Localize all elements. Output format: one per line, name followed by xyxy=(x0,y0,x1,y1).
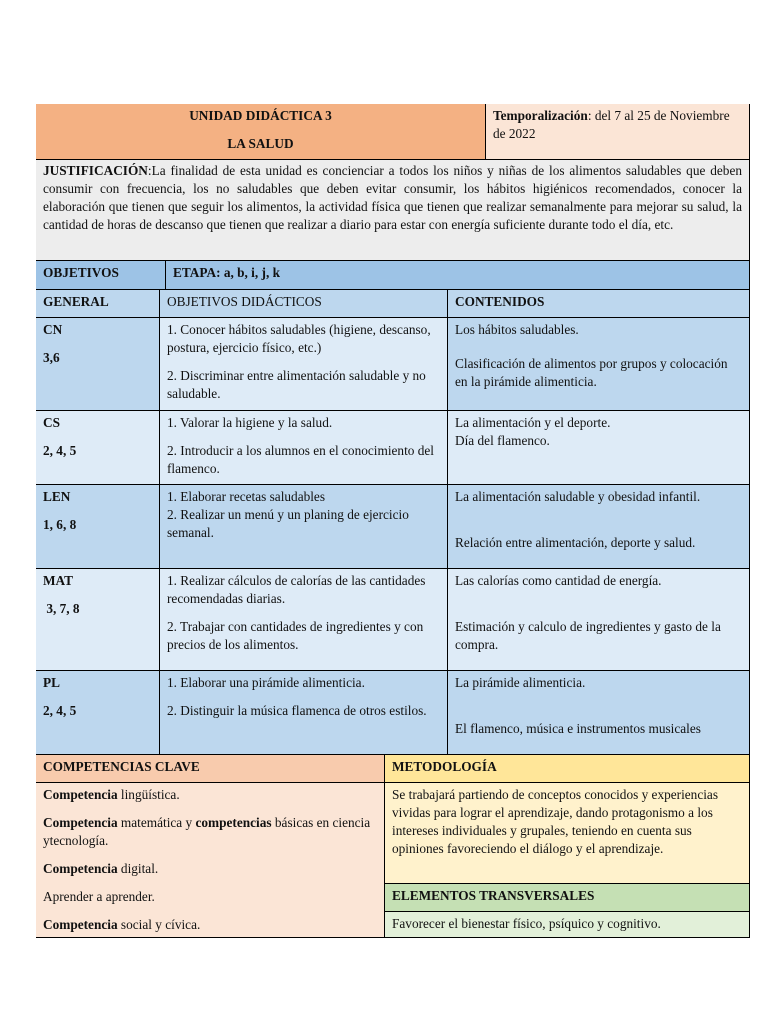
objetivo-item: 1. Realizar cálculos de calorías de las cantidades recomendadas diarias. xyxy=(167,573,426,606)
area-nums: 3, 7, 8 xyxy=(43,601,80,616)
objetivo-item: 2. Trabajar con cantidades de ingredientes y con precios de los alimentos. xyxy=(167,619,424,652)
area-nums: 2, 4, 5 xyxy=(43,703,77,718)
objetivo-item: 1. Valorar la higiene y la salud. xyxy=(167,415,333,430)
area-pl-contenidos xyxy=(448,671,750,755)
justificacion-label: JUSTIFICACIÓN xyxy=(43,163,148,178)
contenido-item: Los hábitos saludables. xyxy=(455,322,579,337)
col-general-label: GENERAL xyxy=(43,294,109,309)
area-pl-objetivos xyxy=(160,671,448,755)
objetivo-item: 1. Conocer hábitos saludables (higiene, descanso, postura, ejercicio físico, etc.) xyxy=(167,322,431,355)
transversales-text: Favorecer el bienestar físico, psíquico y cognitivo. xyxy=(392,916,661,931)
transversales-body xyxy=(385,912,750,938)
justificacion-cell xyxy=(36,160,750,261)
contenido-item: El flamenco, música e instrumentos musicales xyxy=(455,721,701,736)
unit-title-cell xyxy=(36,104,486,160)
objetivo-item: 1. Elaborar recetas saludables xyxy=(167,489,326,504)
competencia-item: Competencia digital. xyxy=(43,861,159,876)
temporalizacion-value: : del 7 al 25 de Noviembre de 2022 xyxy=(493,108,730,141)
contenido-item: La alimentación y el deporte. xyxy=(455,415,611,430)
contenido-item: Las calorías como cantidad de energía. xyxy=(455,573,662,588)
contenido-item: Clasificación de alimentos por grupos y colocación en la pirámide alimenticia. xyxy=(455,356,728,389)
competencias-header xyxy=(36,755,385,783)
area-cs-contenidos xyxy=(448,411,750,485)
competencias-title: COMPETENCIAS CLAVE xyxy=(43,759,200,774)
transversales-title: ELEMENTOS TRANSVERSALES xyxy=(392,888,595,903)
area-cn-general xyxy=(36,318,160,411)
metodologia-title: METODOLOGÍA xyxy=(392,759,497,774)
area-code: PL xyxy=(43,675,60,690)
contenido-item: Día del flamenco. xyxy=(455,433,550,448)
competencia-item: Aprender a aprender. xyxy=(43,889,155,904)
transversales-header xyxy=(385,884,750,912)
col-contenidos-header xyxy=(448,290,750,318)
objetivo-item: 2. Introducir a los alumnos en el conocimiento del flamenco. xyxy=(167,443,434,476)
area-mat-general xyxy=(36,569,160,671)
area-nums: 1, 6, 8 xyxy=(43,517,77,532)
metodologia-header xyxy=(385,755,750,783)
area-code: CS xyxy=(43,415,60,430)
competencia-item: Competencia matemática y competencias básicas en ciencia ytecnología. xyxy=(43,815,371,848)
area-mat-objetivos xyxy=(160,569,448,671)
competencia-item: Competencia lingüística. xyxy=(43,787,180,802)
contenido-item: La alimentación saludable y obesidad infantil. xyxy=(455,489,701,504)
col-contenidos-label: CONTENIDOS xyxy=(455,294,545,309)
col-general-header xyxy=(36,290,160,318)
objetivos-label: OBJETIVOS xyxy=(43,265,119,280)
competencia-item: Competencia social y cívica. xyxy=(43,917,201,932)
etapa-text: ETAPA: a, b, i, j, k xyxy=(173,265,280,280)
area-cn-contenidos xyxy=(448,318,750,411)
area-cn-objetivos xyxy=(160,318,448,411)
metodologia-text: Se trabajará partiendo de conceptos conocidos y experiencias vividas para lograr el aprendizaje, dando protagonismo a los intereses individuales y grupales, teniendo en cuenta sus opiniones favoreciendo el diálogo y el aprendizaje. xyxy=(392,787,719,856)
area-nums: 3,6 xyxy=(43,350,60,365)
area-mat-contenidos xyxy=(448,569,750,671)
justificacion-text: :La finalidad de esta unidad es concienciar a todos los niños y niñas de los alimentos saludables que deben consumir con frecuencia, los no saludables que deben evitar consumir, los hábitos higiénicos recomendados, conocer la elaboración que tienen que seguir los alimentos, la actividad física que tienen que realizar semanalmente para mejorar su salud, la cantidad de horas de descanso que tienen que realizar a diario para estar con energía suficiente durante todo el día, etc. xyxy=(43,163,742,232)
objetivo-item: 1. Elaborar una pirámide alimenticia. xyxy=(167,675,365,690)
area-cs-objetivos xyxy=(160,411,448,485)
contenido-item: Estimación y calculo de ingredientes y gasto de la compra. xyxy=(455,619,721,652)
temporalizacion-label: Temporalización xyxy=(493,108,588,123)
competencias-list xyxy=(36,783,385,938)
contenido-item: Relación entre alimentación, deporte y salud. xyxy=(455,535,696,550)
objetivo-item: 2. Discriminar entre alimentación saludable y no saludable. xyxy=(167,368,426,401)
area-len-general xyxy=(36,485,160,569)
area-len-contenidos xyxy=(448,485,750,569)
area-code: MAT xyxy=(43,573,74,588)
objetivo-item: 2. Realizar un menú y un planing de ejercicio semanal. xyxy=(167,507,409,540)
contenido-item: La pirámide alimenticia. xyxy=(455,675,586,690)
area-code: LEN xyxy=(43,489,71,504)
etapa-cell xyxy=(166,261,750,290)
col-objetivos-label: OBJETIVOS DIDÁCTICOS xyxy=(167,294,322,309)
area-nums: 2, 4, 5 xyxy=(43,443,77,458)
temporalizacion-cell xyxy=(486,104,750,160)
area-code: CN xyxy=(43,322,63,337)
unit-title: UNIDAD DIDÁCTICA 3 xyxy=(189,108,332,123)
objetivo-item: 2. Distinguir la música flamenca de otros estilos. xyxy=(167,703,427,718)
area-pl-general xyxy=(36,671,160,755)
area-len-objetivos xyxy=(160,485,448,569)
area-cs-general xyxy=(36,411,160,485)
metodologia-body xyxy=(385,783,750,884)
unit-subtitle: LA SALUD xyxy=(227,136,294,151)
col-objetivos-header xyxy=(160,290,448,318)
objetivos-label-cell xyxy=(36,261,166,290)
